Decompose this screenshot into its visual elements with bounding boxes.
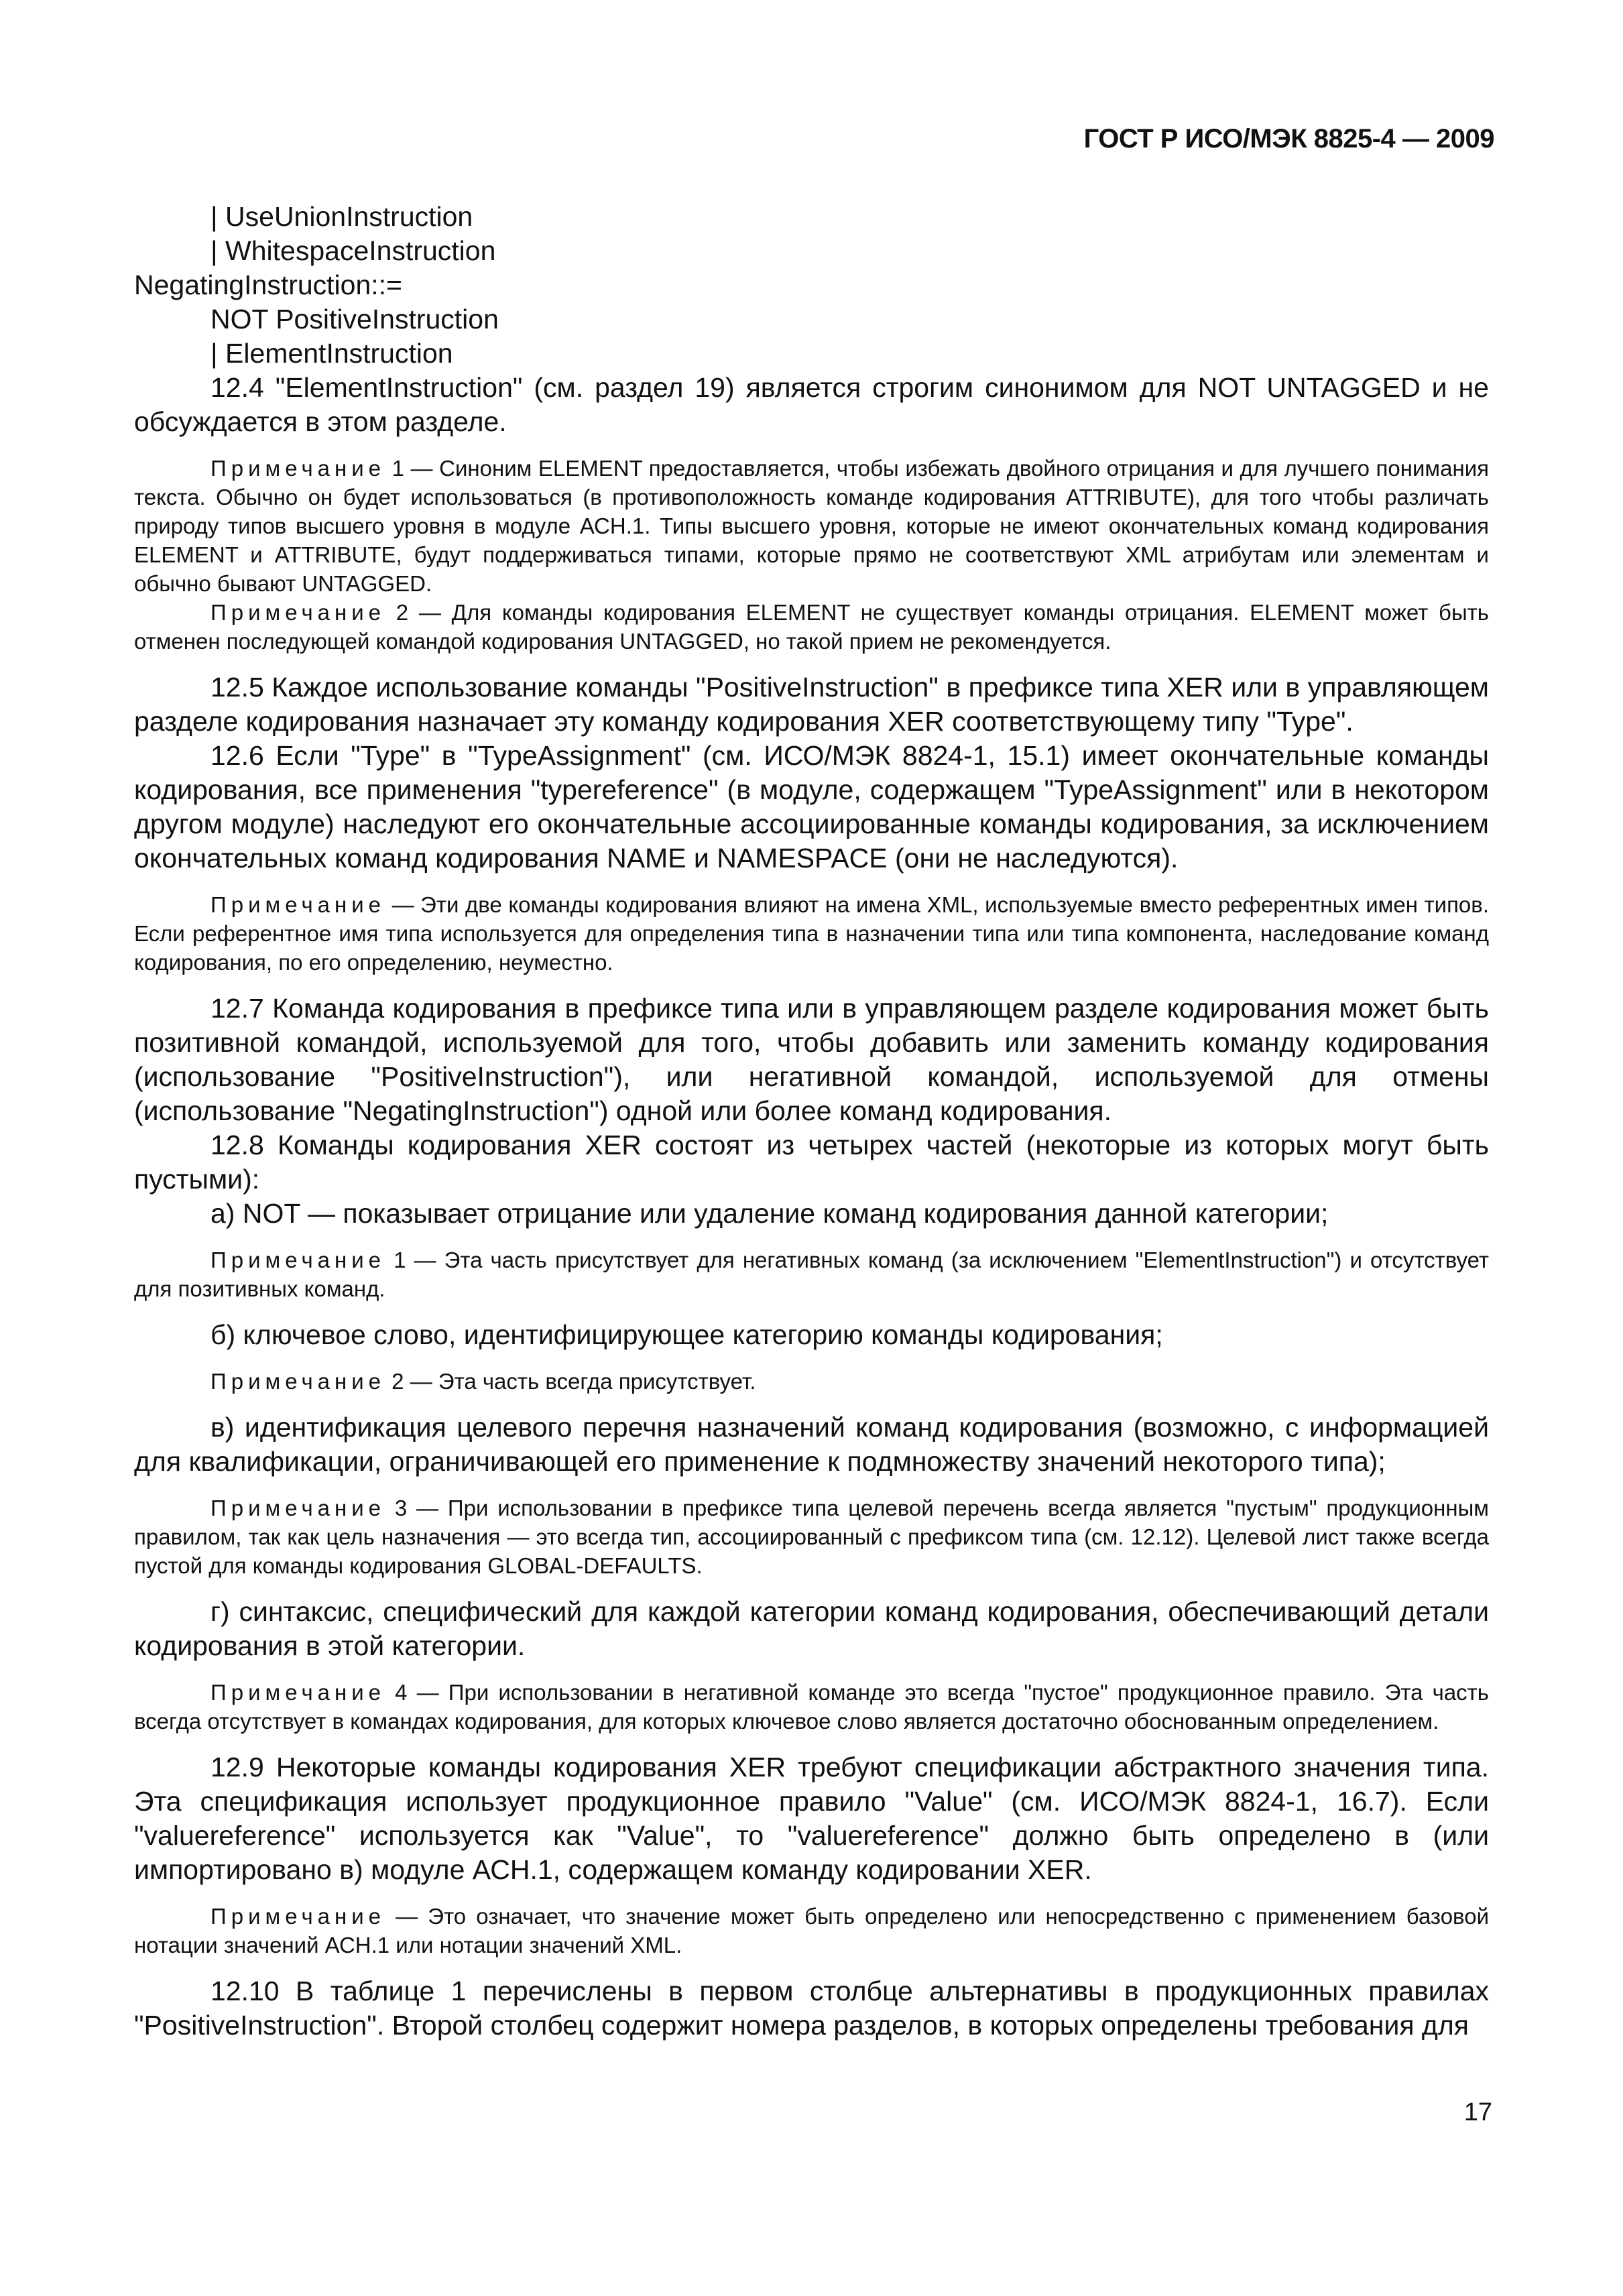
grammar-line: | UseUnionInstruction [211,201,473,232]
note-text: 1 — Синоним ELEMENT предоставляется, чтобы избежать двойного отрицания и для лучшего понимания текста. Обычно он будет использоваться (в противоположность команде кодирования ATTRIBUTE), для того чтобы различать природу типов высшего уровня в модуле АСН.1. Типы высшего уровня, которые не имеют окончательных команд кодирования ELEMENT и ATTRIBUTE, будут поддерживаться типами, которые прямо не соответствуют XML атрибутам или элементам и обычно бывают UNTAGGED. [134,456,1489,596]
text-blocks [134,371,1489,2043]
note-paragraph [134,1678,1489,1736]
note-paragraph [134,454,1489,598]
note-paragraph [134,1902,1489,1959]
grammar-block [134,200,1489,371]
note-label: Примечание [211,1680,386,1705]
body-paragraph: а) NOT — показывает отрицание или удаление команд кодирования данной категории; [211,1198,1329,1229]
note-text: 3 — При использовании в префиксе типа целевой перечень всегда является "пустым" продукционным правилом, так как цель назначения — это всегда тип, ассоциированный с префиксом типа (см. 12.12). Целевой лист также всегда пустой для команды кодирования GLOBAL-DEFAULTS. [134,1496,1489,1578]
note-label: Примечание [211,456,386,481]
page-number: 17 [1463,2098,1492,2126]
grammar-line: | WhitespaceInstruction [211,235,496,266]
body-paragraph: 12.9 Некоторые команды кодирования XER требуют спецификации абстрактного значения типа. Эта спецификация использует продукционное правило "Value" (см. ИСО/МЭК 8824-1, 16.7). Если "valuereference" используется как "Value", то "valuereference" должно быть определено в (или импортировано в) модуле АСН.1, содержащем команду кодировании XER. [134,1752,1489,1885]
note-text: 2 — Эта часть всегда присутствует. [385,1369,756,1394]
note-label: Примечание [211,1904,386,1929]
body-paragraph: 12.6 Если "Type" в "TypeAssignment" (см. ИСО/МЭК 8824-1, 15.1) имеет окончательные команды кодирования, все применения "typereference" (в модуле, содержащем "TypeAssignment" или в некотором другом модуле) наследуют его окончательные ассоциированные команды кодирования, за исключением окончательных команд кодирования NAME и NAMESPACE (они не наследуются). [134,740,1489,873]
grammar-line: NegatingInstruction::= [134,269,402,300]
note-text: 1 — Эта часть присутствует для негативных команд (за исключением "ElementInstruction") и отсутствует для позитивных команд. [134,1248,1489,1301]
note-paragraph [134,1494,1489,1580]
grammar-line: NOT PositiveInstruction [211,304,499,335]
body-paragraph: 12.8 Команды кодирования XER состоят из четырех частей (некоторые из которых могут быть пустыми): [134,1130,1489,1195]
note-label: Примечание [211,1369,386,1394]
body-paragraph: 12.10 В таблице 1 перечислены в первом столбце альтернативы в продукционных правилах "PositiveInstruction". Второй столбец содержит номера разделов, в которых определены требования для [134,1976,1489,2041]
body-paragraph: 12.5 Каждое использование команды "PositiveInstruction" в префиксе типа XER или в управляющем разделе кодирования назначает эту команду кодирования XER соответствующему типу "Type". [134,672,1489,737]
note-paragraph [134,890,1489,977]
note-text: 2 — Для команды кодирования ELEMENT не существует команды отрицания. ELEMENT может быть отменен последующей командой кодирования UNTAGGED, но такой прием не рекомендуется. [134,600,1489,654]
note-paragraph [134,1367,1489,1396]
note-label: Примечание [211,892,386,917]
grammar-line: | ElementInstruction [211,338,453,369]
page-content [134,200,1489,2043]
body-paragraph: 12.4 "ElementInstruction" (см. раздел 19) является строгим синонимом для NOT UNTAGGED и не обсуждается в этом разделе. [134,372,1489,437]
note-text: — Эти две команды кодирования влияют на имена XML, используемые вместо референтных имен типов. Если референтное имя типа используется для определения типа в назначении типа или типа компонента, наследование команд кодирования, по его определению, неуместно. [134,892,1489,975]
body-paragraph: 12.7 Команда кодирования в префиксе типа или в управляющем разделе кодирования может быть позитивной командой, используемой для того, чтобы добавить или заменить команду кодирования (использование "PositiveInstruction"), или негативной командой, используемой для отмены (использование "NegatingInstruction") одной или более команд кодирования. [134,993,1489,1126]
note-paragraph [134,1246,1489,1303]
note-label: Примечание [211,600,386,625]
note-label: Примечание [211,1496,386,1520]
body-paragraph: г) синтаксис, специфический для каждой категории команд кодирования, обеспечивающий детали кодирования в этой категории. [134,1596,1489,1661]
note-text: 4 — При использовании в негативной команде это всегда "пустое" продукционное правило. Эта часть всегда отсутствует в командах кодирования, для которых ключевое слово является достаточно обоснованным определением. [134,1680,1489,1734]
note-label: Примечание [211,1248,386,1272]
page-header: ГОСТ Р ИСО/МЭК 8825-4 — 2009 [1083,124,1494,154]
body-paragraph: б) ключевое слово, идентифицирующее категорию команды кодирования; [211,1319,1163,1350]
note-text: — Это означает, что значение может быть определено или непосредственно с применением базовой нотации значений АСН.1 или нотации значений XML. [134,1904,1489,1957]
body-paragraph: в) идентификация целевого перечня назначений команд кодирования (возможно, с информацией для квалификации, ограничивающей его применение к подмножеству значений некоторого типа); [134,1412,1489,1477]
note-paragraph [134,598,1489,656]
